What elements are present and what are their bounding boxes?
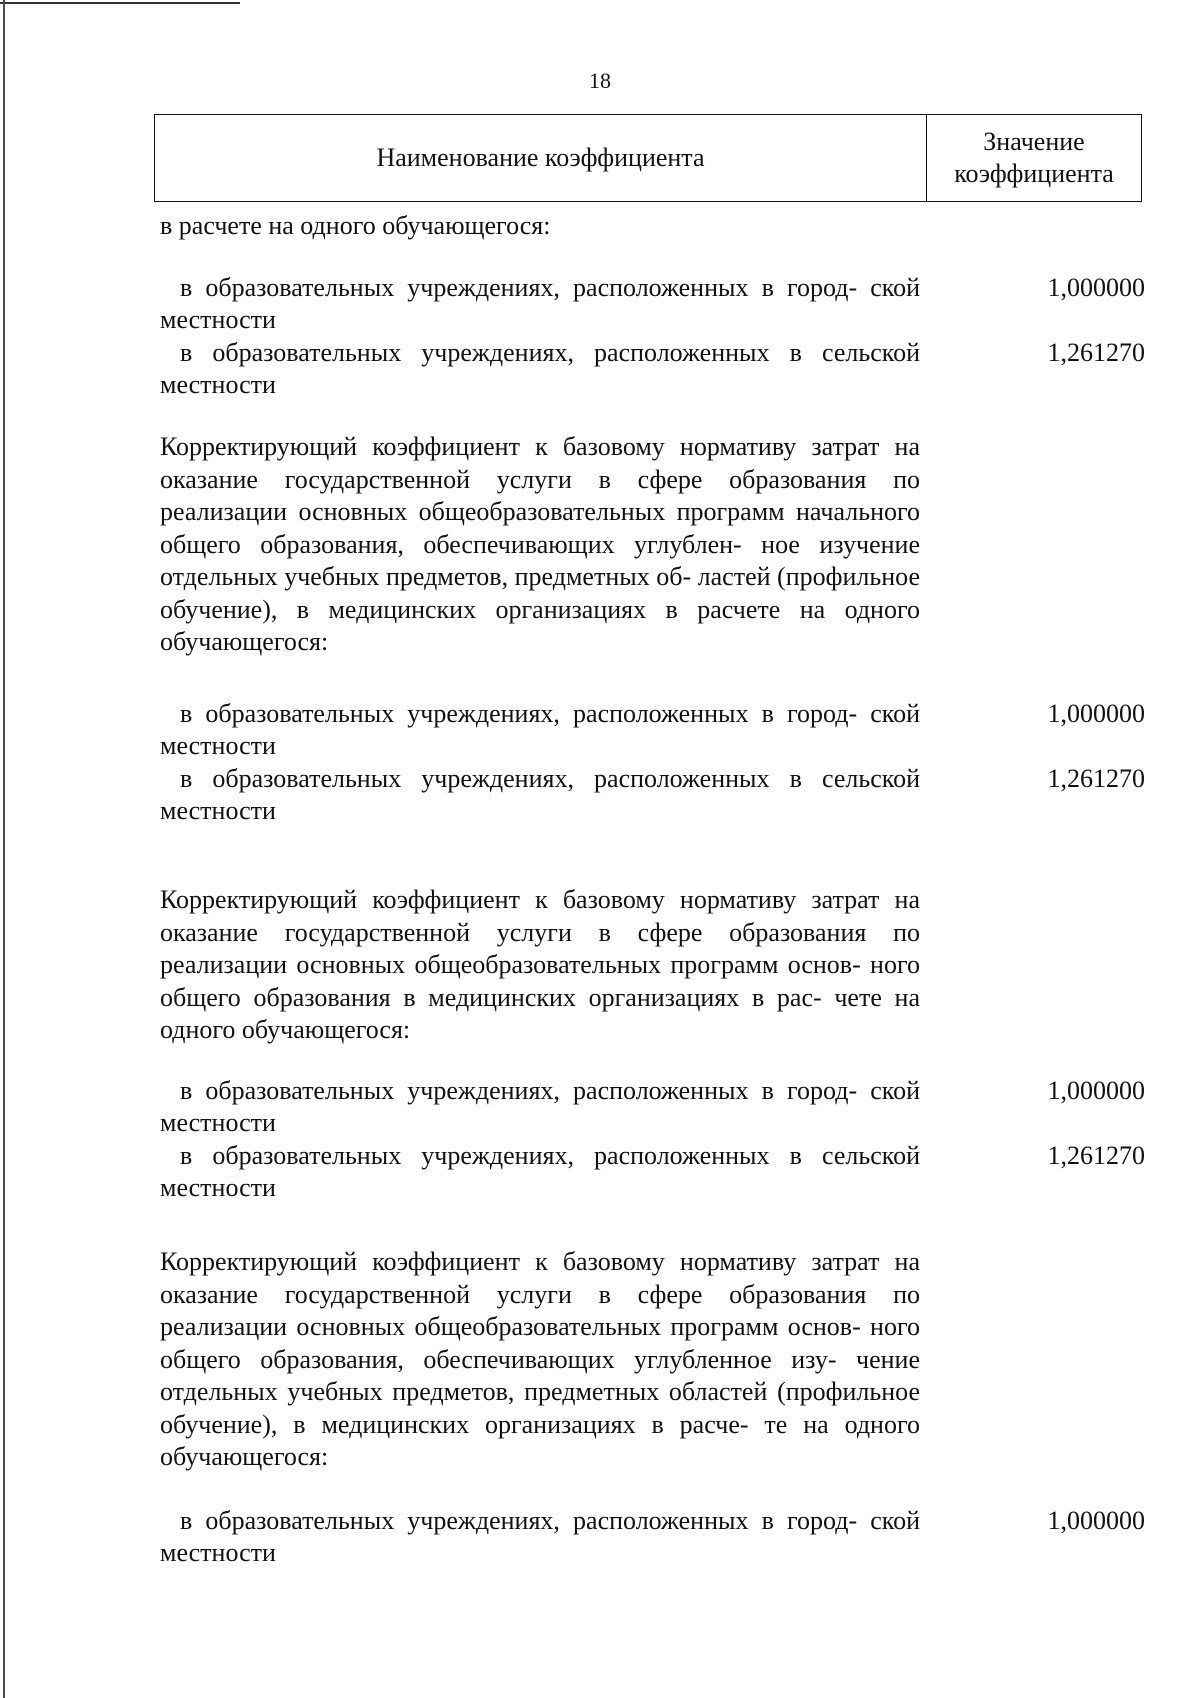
row-value: 1,000000 — [1047, 1506, 1145, 1535]
row-value: 1,261270 — [1047, 338, 1145, 367]
row-label: в образовательных учреждениях, расположенных в город- ской местности — [160, 273, 920, 334]
section-heading: Корректирующий коэффициент к базовому нормативу затрат на оказание государственной услуги в сфере образования по реализации основных общеобразовательных программ основ- ного общего образования в медицинских организациях в рас- чете на одного обучающегося: — [160, 885, 920, 1044]
scan-edge-top — [0, 2, 240, 4]
row-value: 1,000000 — [1047, 1076, 1145, 1105]
section-heading: Корректирующий коэффициент к базовому нормативу затрат на оказание государственной услуги в сфере образования по реализации основных общеобразовательных программ начального общего образования, обеспечивающих углублен- ное изучение отдельных учебных предметов, предметных об- ластей (профильное обучение), в медицинских организациях в расчете на одного обучающегося: — [160, 432, 920, 656]
row-label: в образовательных учреждениях, расположенных в город- ской местности — [160, 1076, 920, 1137]
row-label: в образовательных учреждениях, расположенных в город- ской местности — [160, 699, 920, 760]
row-label: в образовательных учреждениях, расположенных в сельской местности — [160, 764, 920, 825]
row-value: 1,261270 — [1047, 1141, 1145, 1170]
intro-text: в расчете на одного обучающегося: — [160, 211, 551, 240]
row-value: 1,000000 — [1047, 273, 1145, 302]
header-coefficient-value: Значение коэффициента — [954, 127, 1114, 188]
row-value: 1,261270 — [1047, 764, 1145, 793]
scan-edge-left — [3, 0, 5, 1698]
row-value: 1,000000 — [1047, 699, 1145, 728]
page-number: 18 — [589, 68, 611, 93]
section-heading: Корректирующий коэффициент к базовому нормативу затрат на оказание государственной услуги в сфере образования по реализации основных общеобразовательных программ основ- ного общего образования, обеспечивающих углубленное изу- чение отдельных учебных предметов, предметных областей (профильное обучение), в медицинских организациях в расче- те на одного обучающегося: — [160, 1247, 920, 1471]
header-coefficient-name: Наименование коэффициента — [155, 115, 927, 201]
row-label: в образовательных учреждениях, расположенных в сельской местности — [160, 338, 920, 399]
row-label: в образовательных учреждениях, расположенных в сельской местности — [160, 1141, 920, 1202]
row-label: в образовательных учреждениях, расположенных в город- ской местности — [160, 1506, 920, 1567]
coefficient-table-header — [154, 114, 1142, 202]
